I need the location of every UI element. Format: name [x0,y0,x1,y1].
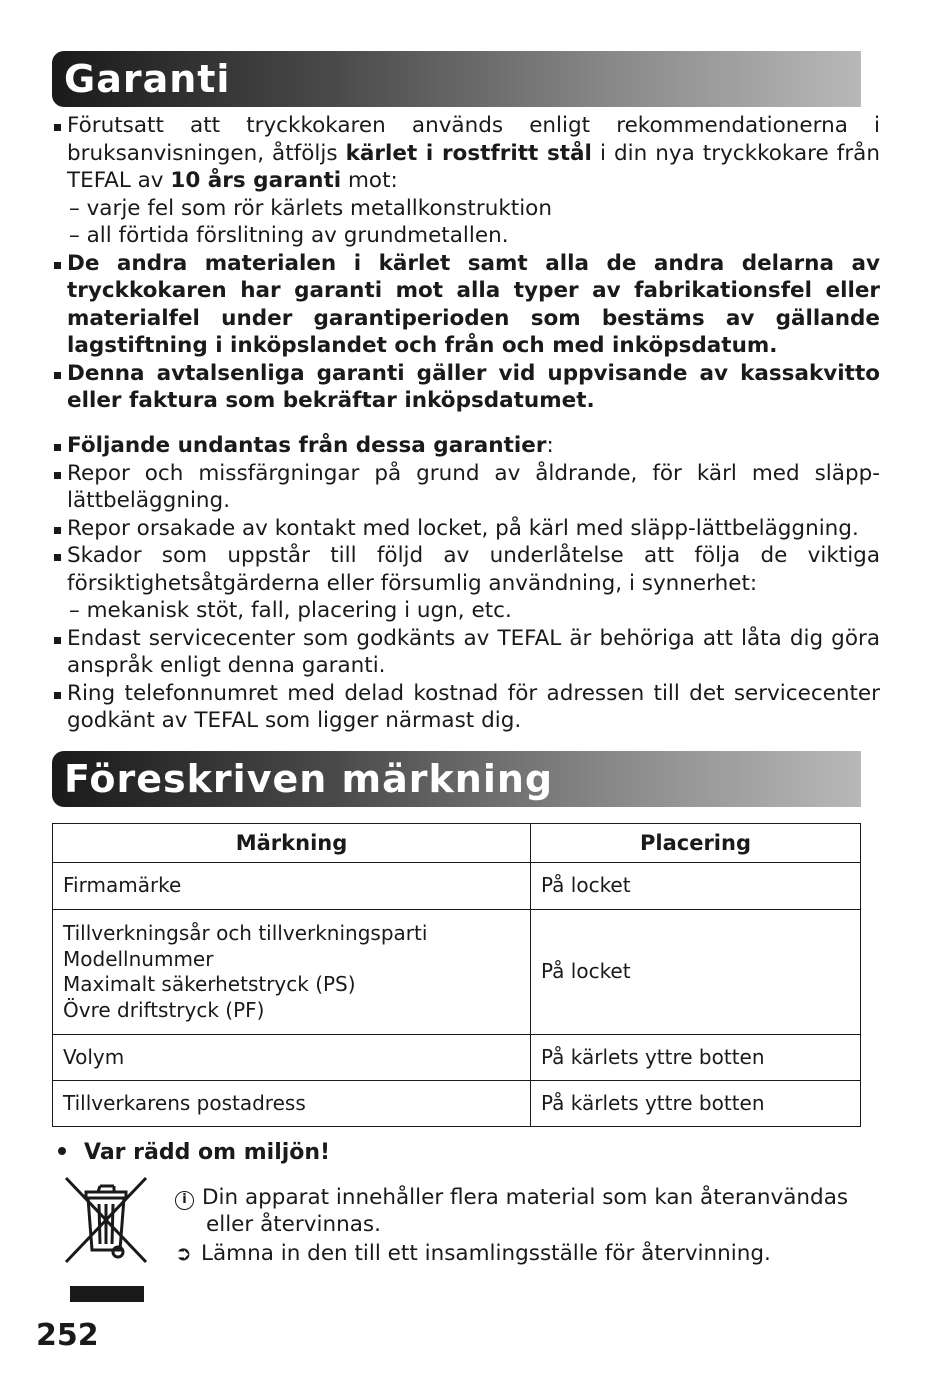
page-number: 252 [36,1318,99,1353]
table-row [53,910,861,1035]
info-icon: i [175,1191,194,1210]
bullet-icon [54,444,61,451]
table-row [53,1035,861,1081]
table-header-row [53,824,861,863]
row-placement: På locket [531,863,861,910]
exclusion-item-1: Repor och missfärgningar på grund av åldrande, för kärl med släpp-lättbeläggning. [52,460,880,515]
bin-underline-bar [70,1286,144,1302]
table-row [53,863,861,910]
table-row [53,1081,861,1127]
row-label: Maximalt säkerhetstryck (PS) [63,972,356,996]
header-marking: Märkning [53,824,531,863]
row-placement: På kärlets yttre botten [531,1035,861,1081]
service-paragraph-1: Endast servicecenter som godkänts av TEFAL är behöriga att låta dig göra anspråk enligt denna garanti. [52,625,880,680]
arrow-right-icon: ➲ [175,1241,192,1265]
exclusions-heading: Följande undantas från dessa garantier: [52,432,880,460]
row-placement: På locket [531,910,861,1035]
bullet-icon [54,554,61,561]
environment-action-line: ➲ Lämna in den till ett insamlingsställe för återvinning. [175,1241,771,1266]
exclusions-section [52,432,880,735]
service-paragraph-2: Ring telefonnumret med delad kostnad för adressen till det servicecenter godkänt av TEFAL som ligger närmast dig. [52,680,880,735]
bullet-icon [54,637,61,644]
row-label: Volym [63,1044,125,1069]
garanti-banner [52,51,861,107]
marking-banner [52,751,861,807]
garanti-paragraph-1: Förutsatt att tryckkokaren används enligt rekommendationerna i bruksanvisningen, åtföljs kärlet i rostfritt stål i din nya tryckkokare från TEFAL av 10 års garanti mot: [52,112,880,195]
garanti-paragraph-3: Denna avtalsenliga garanti gäller vid uppvisande av kassakvitto eller faktura som bekräftar inköpsdatumet. [52,360,880,415]
bullet-icon [54,527,61,534]
exclusion-item-3: Skador som uppstår till följd av underlåtelse att följa de viktiga försiktighetsåtgärderna eller försumlig användning, i synnerhet: [52,542,880,597]
row-label: Tillverkningsår och tillverkningsparti [63,921,428,945]
environment-heading: Var rädd om miljön! [52,1140,330,1165]
exclusion-sub-1: – mekanisk stöt, fall, placering i ugn, etc. [69,598,512,623]
garanti-title: Garanti [64,57,231,101]
row-label: Firmamärke [63,873,182,898]
bullet-icon [54,262,61,269]
bullet-icon [54,692,61,699]
bullet-icon [54,472,61,479]
garanti-sub-2: – all förtida förslitning av grundmetallen. [69,223,509,248]
marking-title: Föreskriven märkning [64,757,554,801]
row-placement: På kärlets yttre botten [531,1081,861,1127]
bullet-icon [54,124,61,131]
bullet-dot-icon [58,1147,66,1155]
marking-table [52,823,861,1127]
bullet-icon [54,372,61,379]
row-label: Modellnummer [63,946,214,971]
header-placement: Placering [531,824,861,863]
garanti-paragraph-2: De andra materialen i kärlet samt alla de andra delarna av tryckkokaren har garanti mot alla typer av fabrikationsfel eller materialfel under garantiperioden som bestäms av gällande lagstiftning i inköpslandet och från och med inköpsdatum. [52,250,880,360]
environment-info-line-2: eller återvinnas. [206,1212,381,1237]
garanti-sub-1: – varje fel som rör kärlets metallkonstruktion [69,195,552,221]
garanti-section [52,112,880,415]
row-label: Tillverkarens postadress [63,1090,306,1115]
crossed-out-bin-icon [56,1170,156,1270]
environment-info-line: i Din apparat innehåller flera material som kan återanvändas [175,1184,848,1212]
row-label: Övre driftstryck (PF) [63,997,265,1022]
exclusion-item-2: Repor orsakade av kontakt med locket, på kärl med släpp-lättbeläggning. [52,515,880,543]
